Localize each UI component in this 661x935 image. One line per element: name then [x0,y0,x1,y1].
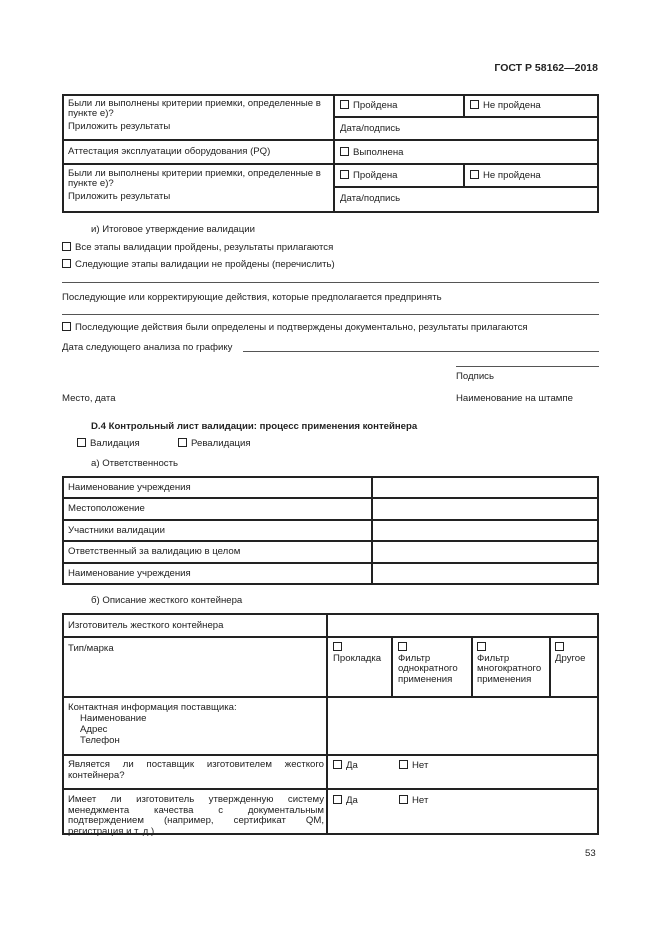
done-checkbox[interactable]: Выполнена [340,147,403,158]
fill-line[interactable] [62,314,599,315]
yes-checkbox[interactable]: Да [333,760,358,771]
acceptance-question: Были ли выполнены критерии приемки, определенные в пункте е)? [68,168,321,189]
acceptance-question: Были ли выполнены критерии приемки, определенные в пункте е)? [68,98,321,119]
type-option-single-use-filter[interactable]: Фильтр однократного применения [398,642,468,685]
next-review-line[interactable] [243,351,599,352]
type-label: Тип/марка [68,643,114,654]
section-title: D.4 Контрольный лист валидации: процесс применения контейнера [91,421,418,432]
resp-row-label: Ответственный за валидацию в целом [68,546,241,557]
responsibility-heading: а) Ответственность [91,458,178,469]
no-checkbox[interactable]: Нет [399,760,428,771]
contact-item: Наименование [80,713,147,724]
pq-label: Аттестация эксплуатации оборудования (PQ) [68,146,271,157]
contact-item: Адрес [80,724,108,735]
actions-label: Последующие или корректирующие действия, которые предполагается предпринять [62,292,442,303]
date-sign-field[interactable]: Дата/подпись [340,123,401,134]
manufacturer-label: Изготовитель жесткого контейнера [68,620,224,631]
actions-documented-checkbox[interactable]: Последующие действия были определены и подтверждены документально, результаты прилагаются [62,322,528,333]
passed-checkbox[interactable]: Пройдена [340,100,398,111]
all-passed-checkbox[interactable]: Все этапы валидации пройдены, результаты прилагаются [62,242,333,253]
final-approval-heading: и) Итоговое утверждение валидации [91,224,255,235]
failed-checkbox[interactable]: Не пройдена [470,170,541,181]
contact-item: Телефон [80,735,120,746]
type-option-reusable-filter[interactable]: Фильтр многократного применения [477,642,549,685]
next-review-label: Дата следующего анализа по графику [62,342,233,353]
place-date-label: Место, дата [62,393,116,404]
page-number: 53 [585,848,596,859]
not-passed-checkbox[interactable]: Следующие этапы валидации не пройдены (перечислить) [62,259,335,270]
description-heading: б) Описание жесткого контейнера [91,595,243,606]
passed-checkbox[interactable]: Пройдена [340,170,398,181]
date-sign-field[interactable]: Дата/подпись [340,193,401,204]
document-header: ГОСТ Р 58162—2018 [494,62,598,74]
resp-row-label: Местоположение [68,503,145,514]
resp-row-label: Наименование учреждения [68,568,191,579]
resp-row-label: Участники валидации [68,525,165,536]
type-option-gasket[interactable]: Прокладка [333,642,389,664]
signature-line[interactable] [456,366,599,367]
is-supplier-question: Является ли поставщик изготовителем жесткого контейнера? [68,759,324,781]
contact-label: Контактная информация поставщика: [68,702,237,713]
fill-line[interactable] [62,282,599,283]
validation-checkbox[interactable]: Валидация [77,438,140,449]
signature-label: Подпись [456,371,494,382]
stamp-label: Наименование на штампе [456,393,573,404]
qms-question: Имеет ли изготовитель утвержденную систему менеджмента качества с документальным подтверждением (например, сертификат QM, регистрация и т. д.) [68,794,324,837]
revalidation-checkbox[interactable]: Ревалидация [178,438,251,449]
attach-results-label: Приложить результаты [68,191,171,202]
no-checkbox[interactable]: Нет [399,795,428,806]
resp-row-label: Наименование учреждения [68,482,191,493]
type-option-other[interactable]: Другое [555,642,597,664]
attach-results-label: Приложить результаты [68,121,171,132]
failed-checkbox[interactable]: Не пройдена [470,100,541,111]
yes-checkbox[interactable]: Да [333,795,358,806]
